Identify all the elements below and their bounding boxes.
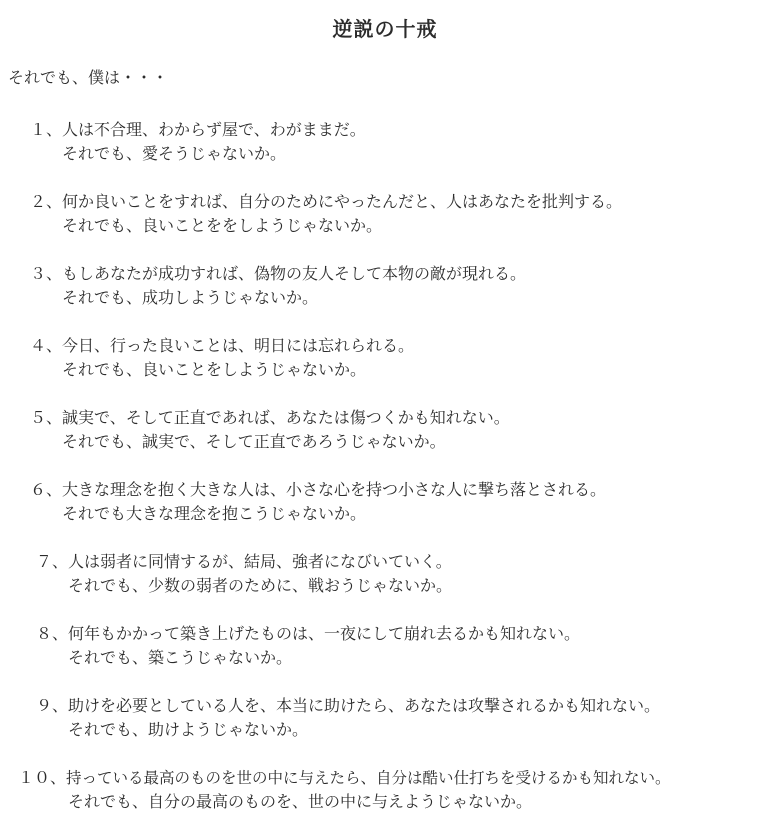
item-response: それでも、良いことをしようじゃないか。 bbox=[62, 360, 367, 379]
list-item bbox=[0, 550, 770, 622]
item-statement-text: 助けを必要としている人を、本当に助けたら、あなたは攻撃されるかも知れない。 bbox=[68, 696, 661, 715]
item-statement-text: 持っている最高のものを世の中に与えたら、自分は酷い仕打ちを受けるかも知れない。 bbox=[66, 769, 671, 787]
list-item bbox=[0, 190, 770, 262]
list-item bbox=[0, 406, 770, 478]
item-number: ６、 bbox=[30, 480, 63, 499]
list-item bbox=[0, 118, 770, 190]
item-number: １、 bbox=[30, 120, 63, 139]
item-response: それでも大きな理念を抱こうじゃないか。 bbox=[62, 504, 367, 523]
item-statement-text: もしあなたが成功すれば、偽物の友人そして本物の敵が現れる。 bbox=[62, 264, 527, 283]
item-statement bbox=[18, 766, 770, 790]
item-response: それでも、成功しようじゃないか。 bbox=[62, 288, 319, 307]
item-number: ４、 bbox=[30, 336, 63, 355]
item-number: ５、 bbox=[30, 408, 63, 427]
item-statement bbox=[30, 262, 770, 286]
page-title: 逆説の十戒 bbox=[332, 17, 438, 41]
item-statement-text: 何か良いことをすれば、自分のためにやったんだと、人はあなたを批判する。 bbox=[62, 192, 623, 211]
item-response: それでも、良いことををしようじゃないか。 bbox=[62, 216, 383, 235]
commandments-list bbox=[0, 118, 770, 838]
item-statement bbox=[36, 622, 770, 646]
item-statement bbox=[30, 118, 770, 142]
item-number: ８、 bbox=[36, 624, 69, 643]
list-item bbox=[0, 262, 770, 334]
item-response: それでも、誠実で、そして正直であろうじゃないか。 bbox=[62, 432, 446, 451]
list-item bbox=[0, 334, 770, 406]
item-statement bbox=[30, 334, 770, 358]
list-item bbox=[0, 622, 770, 694]
item-statement bbox=[30, 190, 770, 214]
item-statement-text: 誠実で、そして正直であれば、あなたは傷つくかも知れない。 bbox=[62, 408, 510, 427]
item-response: それでも、築こうじゃないか。 bbox=[68, 648, 293, 667]
item-number: １０、 bbox=[18, 768, 67, 787]
item-response: それでも、愛そうじゃないか。 bbox=[62, 144, 287, 163]
item-statement bbox=[30, 406, 770, 430]
item-statement-text: 大きな理念を抱く大きな人は、小さな心を持つ小さな人に撃ち落とされる。 bbox=[62, 480, 607, 499]
item-statement-text: 人は弱者に同情するが、結局、強者になびいていく。 bbox=[68, 552, 452, 571]
item-response: それでも、助けようじゃないか。 bbox=[68, 720, 309, 739]
list-item bbox=[0, 478, 770, 550]
item-response: それでも、少数の弱者のために、戦おうじゃないか。 bbox=[68, 576, 453, 595]
item-number: ９、 bbox=[36, 696, 69, 715]
intro-text: それでも、僕は・・・ bbox=[8, 68, 169, 87]
item-statement bbox=[30, 478, 770, 502]
item-number: ２、 bbox=[30, 192, 63, 211]
item-number: ３、 bbox=[30, 264, 63, 283]
item-statement-text: 人は不合理、わからず屋で、わがままだ。 bbox=[62, 120, 366, 139]
item-response: それでも、自分の最高のものを、世の中に与えようじゃないか。 bbox=[68, 792, 533, 811]
list-item bbox=[0, 766, 770, 838]
item-number: ７、 bbox=[36, 552, 69, 571]
item-statement-text: 今日、行った良いことは、明日には忘れられる。 bbox=[62, 336, 415, 355]
item-statement bbox=[36, 694, 770, 718]
list-item bbox=[0, 694, 770, 766]
item-statement-text: 何年もかかって築き上げたものは、一夜にして崩れ去るかも知れない。 bbox=[68, 624, 581, 643]
item-statement bbox=[36, 550, 770, 574]
